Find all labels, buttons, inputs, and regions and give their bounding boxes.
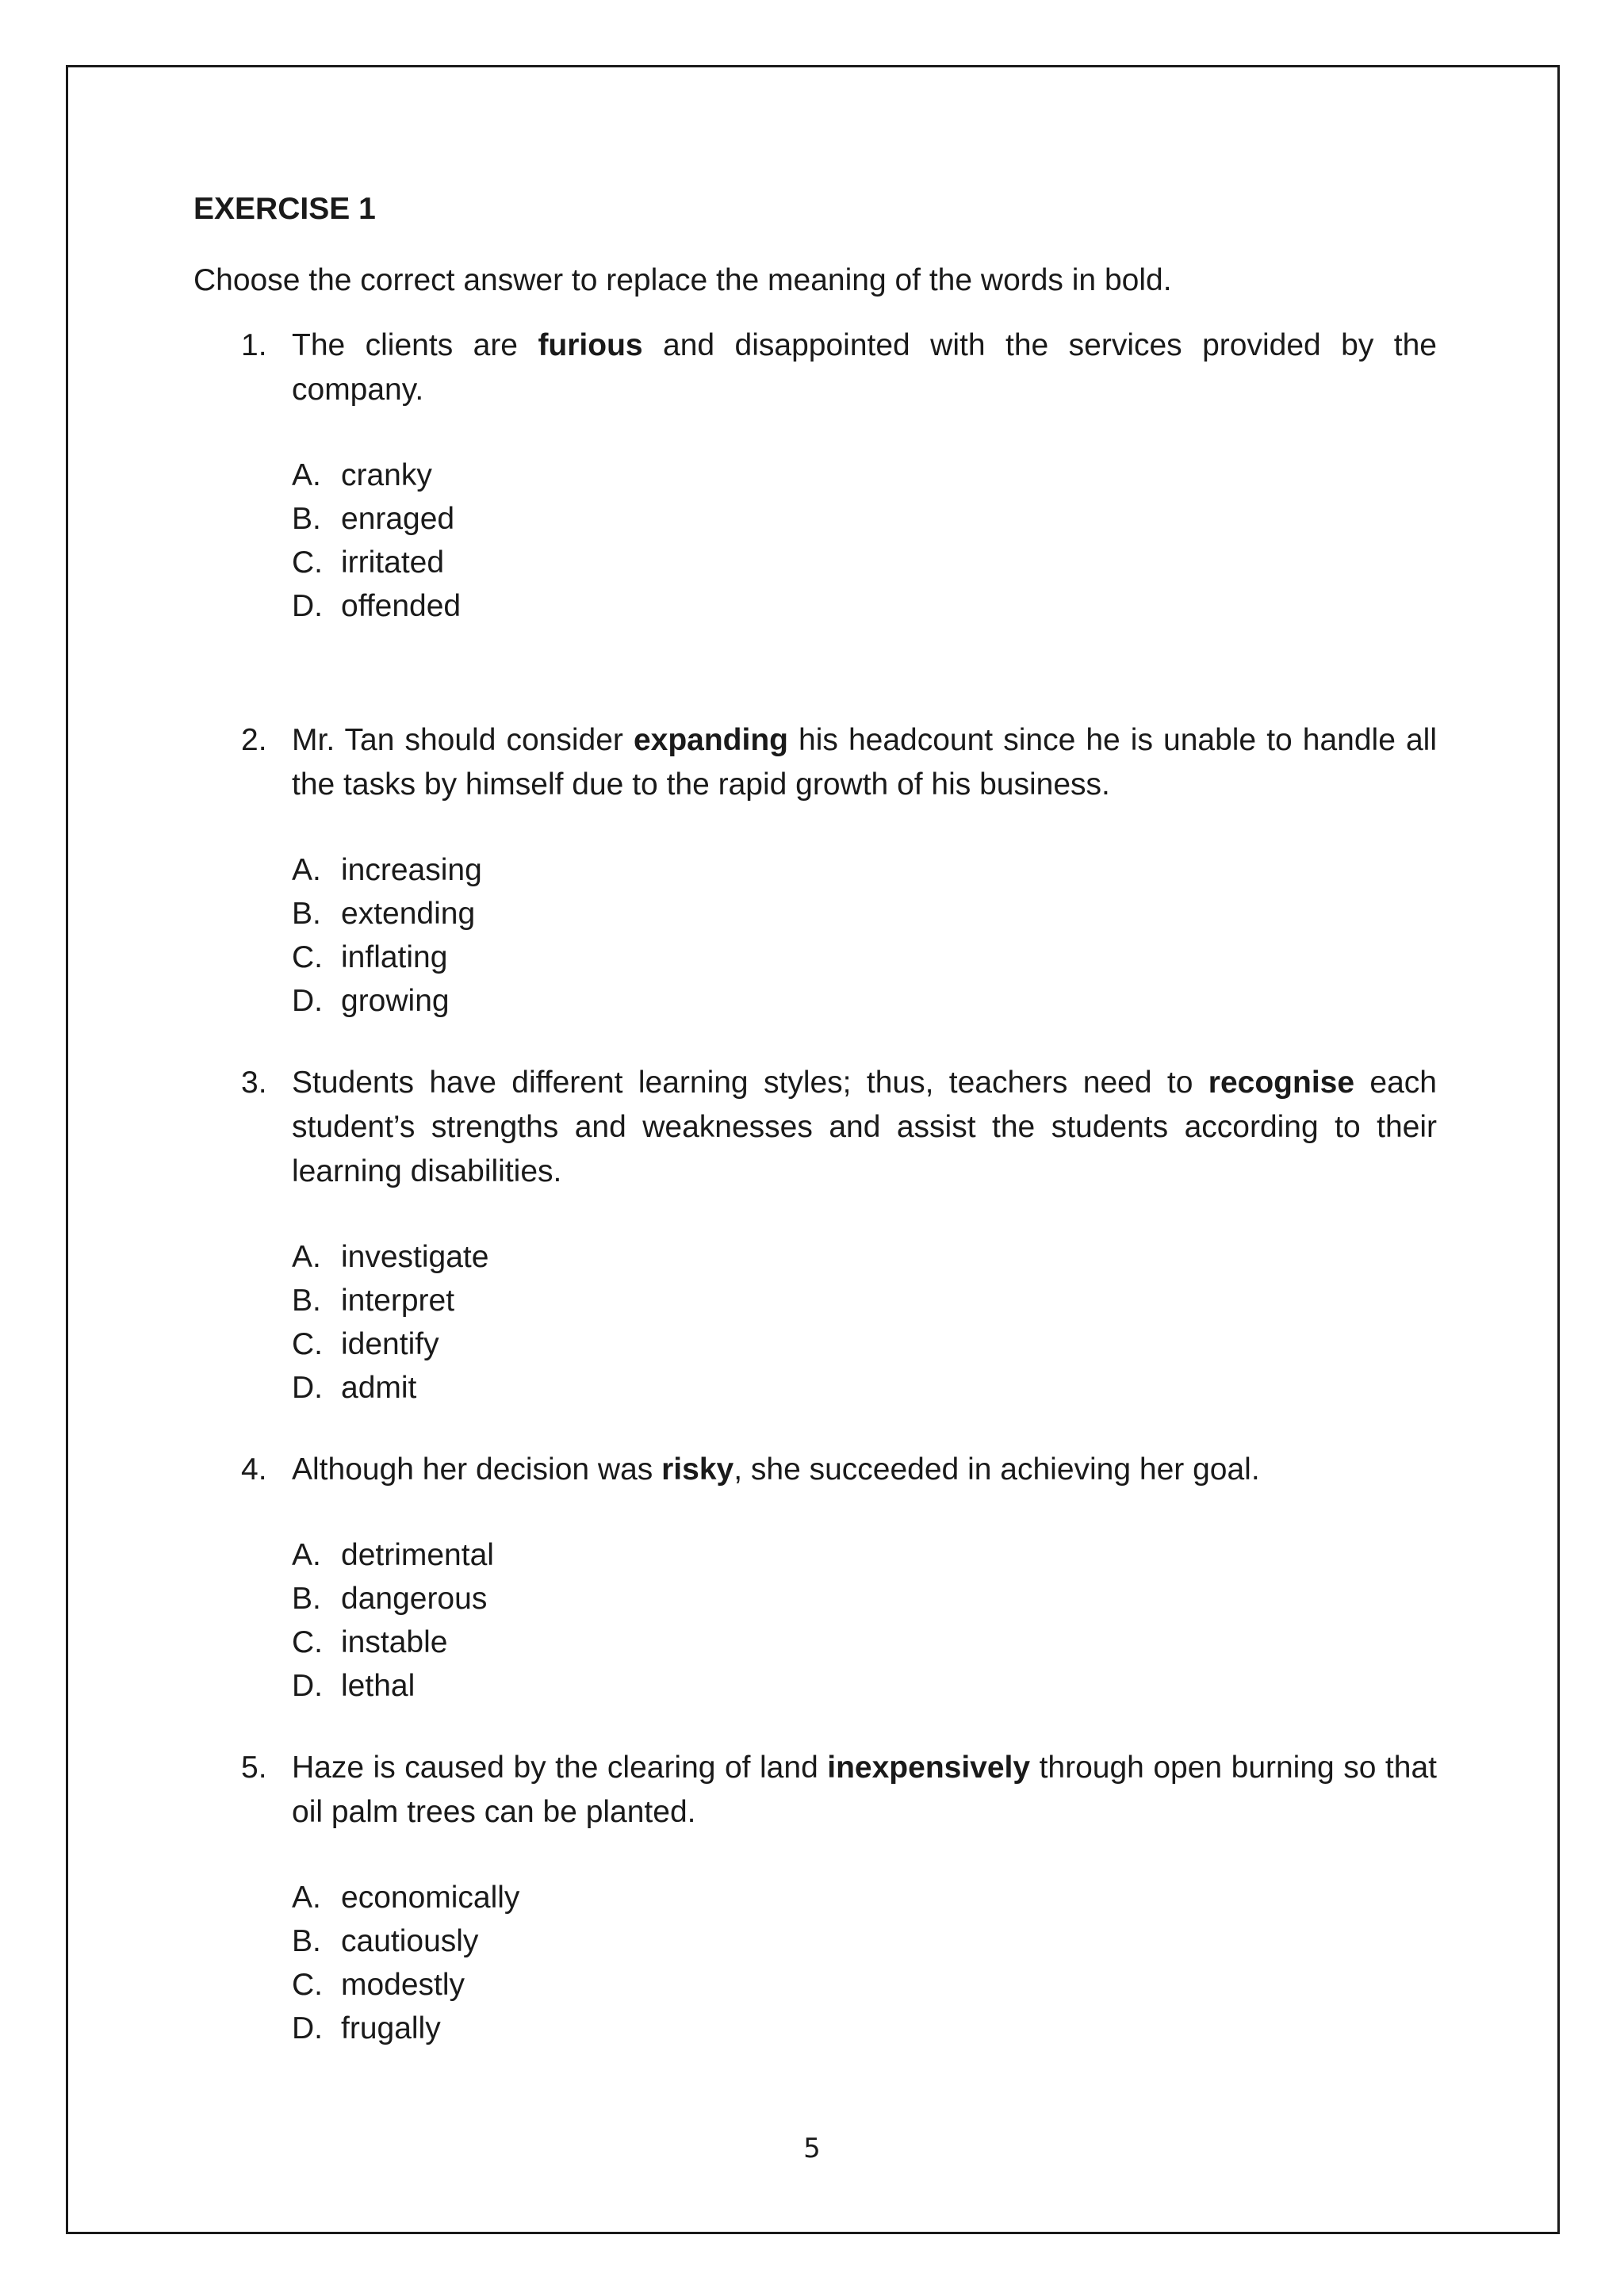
option-letter: C. xyxy=(292,1968,323,2002)
question-text-after: through open burning so that oil palm trees can be planted. xyxy=(292,1751,1437,1829)
option-d[interactable] xyxy=(292,1366,1437,1410)
option-text: identify xyxy=(341,1327,439,1361)
option-c[interactable] xyxy=(292,1963,1437,2007)
question-2 xyxy=(193,718,1437,1023)
question-text-before: Haze is caused by the clearing of land xyxy=(292,1751,828,1785)
option-text: extending xyxy=(341,897,476,931)
question-number: 4. xyxy=(241,1452,267,1487)
option-a[interactable] xyxy=(292,453,1437,497)
option-c[interactable] xyxy=(292,936,1437,979)
answer-options xyxy=(292,453,1437,628)
question-5 xyxy=(193,1746,1437,2050)
option-letter: B. xyxy=(292,1582,321,1616)
question-text xyxy=(292,1448,1437,1492)
option-letter: A. xyxy=(292,853,321,887)
bold-word: recognise xyxy=(1208,1066,1355,1100)
option-d[interactable] xyxy=(292,979,1437,1023)
option-text: cranky xyxy=(341,458,432,492)
option-letter: D. xyxy=(292,2011,323,2045)
option-text: irritated xyxy=(341,545,445,580)
exercise-title: EXERCISE 1 xyxy=(193,192,376,226)
answer-options xyxy=(292,848,1437,1023)
bold-word: furious xyxy=(538,328,643,362)
question-number: 3. xyxy=(241,1066,267,1100)
option-a[interactable] xyxy=(292,848,1437,892)
option-letter: B. xyxy=(292,1284,321,1318)
option-text: offended xyxy=(341,589,462,623)
option-letter: C. xyxy=(292,1625,323,1659)
question-3 xyxy=(193,1061,1437,1410)
option-text: economically xyxy=(341,1881,520,1915)
question-number: 2. xyxy=(241,723,267,757)
question-number: 1. xyxy=(241,328,267,362)
question-text-after: his headcount since he is unable to handle all the tasks by himself due to the rapid growth of his business. xyxy=(292,723,1437,802)
option-text: dangerous xyxy=(341,1582,488,1616)
question-1 xyxy=(193,323,1437,628)
bold-word: inexpensively xyxy=(827,1751,1031,1785)
bold-word: risky xyxy=(661,1452,734,1487)
option-text: instable xyxy=(341,1625,448,1659)
option-text: modestly xyxy=(341,1968,465,2002)
option-text: detrimental xyxy=(341,1538,494,1572)
question-list xyxy=(193,323,1437,2050)
option-d[interactable] xyxy=(292,2007,1437,2050)
answer-options xyxy=(292,1876,1437,2050)
option-letter: A. xyxy=(292,458,321,492)
page-number: 5 xyxy=(803,2133,821,2164)
option-text: lethal xyxy=(341,1669,416,1703)
option-letter: A. xyxy=(292,1881,321,1915)
option-b[interactable] xyxy=(292,1577,1437,1621)
question-text xyxy=(292,1746,1437,1835)
option-letter: B. xyxy=(292,897,321,931)
option-letter: D. xyxy=(292,1669,323,1703)
question-text xyxy=(292,1061,1437,1194)
option-d[interactable] xyxy=(292,1664,1437,1708)
question-text xyxy=(292,718,1437,807)
question-text-before: Mr. Tan should consider xyxy=(292,723,634,757)
option-text: growing xyxy=(341,984,450,1018)
question-text-after: each student’s strengths and weaknesses and assist the students according to their learning disabilities. xyxy=(292,1066,1437,1188)
option-letter: A. xyxy=(292,1240,321,1274)
answer-options xyxy=(292,1533,1437,1708)
option-b[interactable] xyxy=(292,497,1437,541)
question-text-after: , she succeeded in achieving her goal. xyxy=(733,1452,1260,1487)
instruction-text: Choose the correct answer to replace the meaning of the words in bold. xyxy=(193,263,1172,297)
option-text: investigate xyxy=(341,1240,489,1274)
option-text: inflating xyxy=(341,940,448,974)
question-text xyxy=(292,323,1437,412)
option-text: admit xyxy=(341,1371,417,1405)
option-b[interactable] xyxy=(292,1919,1437,1963)
option-letter: D. xyxy=(292,1371,323,1405)
option-letter: B. xyxy=(292,502,321,536)
option-c[interactable] xyxy=(292,541,1437,584)
option-letter: C. xyxy=(292,545,323,580)
question-number: 5. xyxy=(241,1751,267,1785)
option-c[interactable] xyxy=(292,1322,1437,1366)
question-text-before: Although her decision was xyxy=(292,1452,662,1487)
bold-word: expanding xyxy=(633,723,788,757)
option-a[interactable] xyxy=(292,1876,1437,1919)
option-letter: D. xyxy=(292,589,323,623)
option-d[interactable] xyxy=(292,584,1437,628)
option-text: frugally xyxy=(341,2011,441,2045)
question-text-before: Students have different learning styles; thus, teachers need to xyxy=(292,1066,1208,1100)
option-letter: D. xyxy=(292,984,323,1018)
answer-options xyxy=(292,1235,1437,1410)
option-c[interactable] xyxy=(292,1621,1437,1664)
option-a[interactable] xyxy=(292,1533,1437,1577)
question-4 xyxy=(193,1448,1437,1708)
question-text-after: and disappointed with the services provided by the company. xyxy=(292,328,1437,407)
exercise-content xyxy=(193,187,1437,2050)
option-text: enraged xyxy=(341,502,455,536)
option-text: interpret xyxy=(341,1284,455,1318)
option-a[interactable] xyxy=(292,1235,1437,1279)
option-letter: C. xyxy=(292,1327,323,1361)
option-b[interactable] xyxy=(292,1279,1437,1322)
option-b[interactable] xyxy=(292,892,1437,936)
option-text: increasing xyxy=(341,853,482,887)
question-text-before: The clients are xyxy=(292,328,538,362)
option-letter: C. xyxy=(292,940,323,974)
option-text: cautiously xyxy=(341,1924,479,1958)
option-letter: B. xyxy=(292,1924,321,1958)
option-letter: A. xyxy=(292,1538,321,1572)
